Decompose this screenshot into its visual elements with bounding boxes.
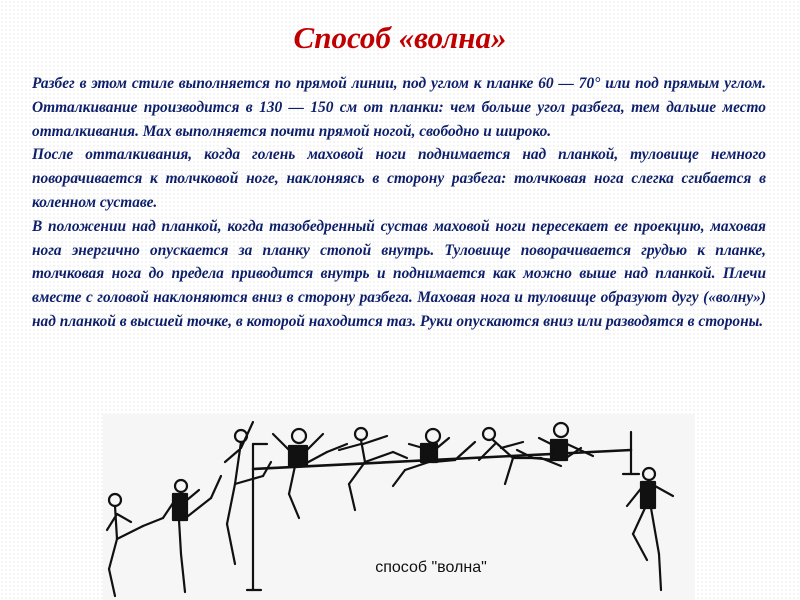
paragraph-approach: Разбег в этом стиле выполняется по прямой линии, под углом к планке 60 — 70° или под прямым углом. Отталкивание производится в 130 — 150 см от планки: чем больше угол разбега, тем дальше место отталкивания. Мах выполняется почти прямой ногой, свободно и широко.	[32, 75, 766, 140]
jumper-over-bar-5	[339, 428, 407, 510]
jumper-landing-9	[627, 468, 673, 590]
jumper-runup-1	[107, 494, 163, 596]
figure-caption: способ "волна"	[375, 559, 487, 576]
slide-title: Способ «волна»	[293, 20, 507, 55]
high-jump-illustration	[103, 414, 695, 600]
right-upright-icon	[623, 432, 639, 474]
jumper-rising-4	[273, 429, 347, 518]
paragraph-takeoff: После отталкивания, когда голень маховой ноги поднимается над планкой, туловище немного поворачивается к толчковой ноге, наклоняясь в сторону разбега: толчковая нога слегка сгибается в коленном суставе.	[32, 146, 766, 211]
left-upright-icon	[247, 444, 267, 590]
paragraph-bar-clearance: В положении над планкой, когда тазобедренный сустав маховой ноги пересекает ее проекцию, маховая нога энергично опускается за планку стопой внутрь. Туловище поворачивается грудью к планке, толчковая нога до предела приводится внутрь и поднимается как можно выше над планкой. Плечи вместе с головой наклоняются вниз в сторону разбега. Маховая нога и туловище образуют дугу («волну») над планкой в высшей точке, в которой находится таз. Руки опускаются вниз или разводятся в стороны.	[32, 217, 766, 330]
slide-body-text	[32, 72, 766, 334]
jumper-swing-2	[163, 476, 221, 592]
